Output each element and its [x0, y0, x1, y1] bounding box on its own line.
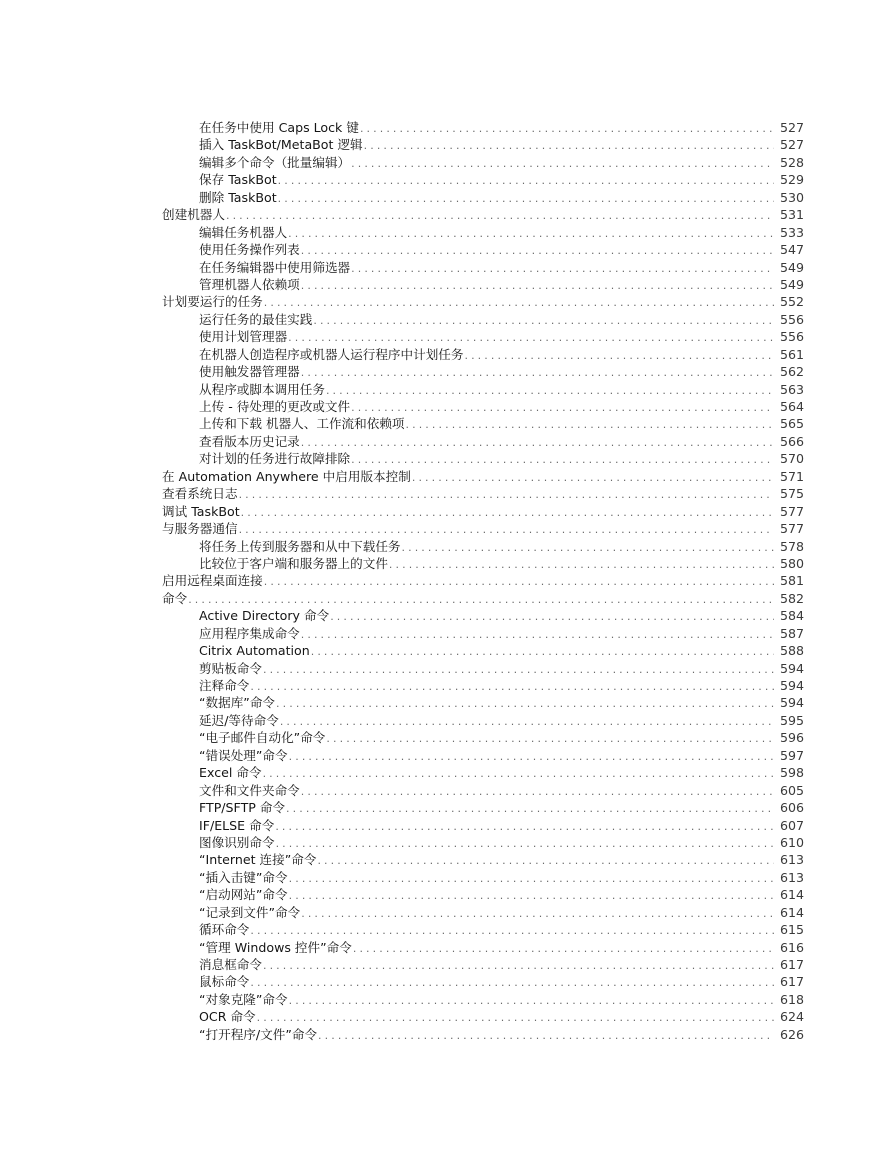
- toc-entry-title: 计划要运行的任务: [162, 294, 263, 310]
- toc-entry-page-number: 605: [779, 782, 804, 798]
- toc-entry[interactable]: [162, 520, 804, 537]
- toc-entry-title: 剪贴板命令: [199, 660, 262, 676]
- toc-entry-page-number: 549: [779, 259, 804, 275]
- toc-entry[interactable]: [162, 834, 804, 851]
- toc-entry-page-number: 595: [779, 712, 804, 728]
- toc-entry[interactable]: [162, 224, 804, 241]
- toc-entry-title: 在机器人创造程序或机器人运行程序中计划任务: [199, 346, 464, 362]
- toc-dot-leader: [301, 364, 774, 381]
- toc-entry-page-number: 597: [779, 747, 804, 763]
- toc-entry-page-number: 594: [779, 660, 804, 676]
- toc-entry-title: “电子邮件自动化”命令: [199, 730, 326, 746]
- toc-entry-title: 应用程序集成命令: [199, 625, 300, 641]
- toc-entry-page-number: 577: [779, 503, 804, 519]
- toc-entry-page-number: 614: [779, 887, 804, 903]
- toc-dot-leader: [275, 818, 774, 835]
- toc-entry-title: 查看版本历史记录: [199, 433, 300, 449]
- toc-entry-title: 调试 TaskBot: [162, 503, 240, 519]
- toc-entry-title: IF/ELSE 命令: [199, 817, 275, 833]
- toc-entry-page-number: 529: [779, 172, 804, 188]
- toc-entry-page-number: 617: [779, 957, 804, 972]
- toc-entry-title: 在任务中使用 Caps Lock 键: [199, 120, 359, 135]
- toc-dot-leader: [351, 155, 774, 172]
- toc-entry-page-number: 556: [779, 329, 804, 345]
- toc-entry-title: 查看系统日志: [162, 486, 238, 502]
- toc-entry[interactable]: [162, 729, 804, 746]
- toc-entry-title: 将任务上传到服务器和从中下载任务: [199, 538, 401, 554]
- toc-entry[interactable]: [162, 433, 804, 450]
- toc-dot-leader: [360, 120, 774, 137]
- toc-dot-leader: [188, 591, 774, 608]
- toc-entry[interactable]: [162, 991, 804, 1008]
- toc-dot-leader: [353, 940, 774, 957]
- toc-entry-title: 与服务器通信: [162, 521, 238, 537]
- toc-entry[interactable]: [162, 503, 804, 520]
- toc-entry-title: “记录到文件”命令: [199, 904, 301, 920]
- toc-entry[interactable]: [162, 782, 804, 799]
- toc-dot-leader: [239, 521, 774, 538]
- toc-entry-title: “插入击键”命令: [199, 869, 288, 885]
- toc-dot-leader: [264, 573, 774, 590]
- toc-entry[interactable]: [162, 764, 804, 781]
- toc-dot-leader: [257, 1009, 774, 1026]
- toc-entry-title: OCR 命令: [199, 1009, 256, 1025]
- toc-entry[interactable]: [162, 136, 804, 153]
- toc-entry-title: Excel 命令: [199, 765, 262, 781]
- toc-dot-leader: [278, 190, 774, 207]
- toc-entry-page-number: 626: [779, 1026, 804, 1042]
- toc-entry-title: 从程序或脚本调用任务: [199, 381, 325, 397]
- toc-dot-leader: [263, 957, 774, 974]
- toc-entry-title: 消息框命令: [199, 957, 262, 972]
- toc-entry[interactable]: [162, 939, 804, 956]
- toc-dot-leader: [226, 207, 774, 224]
- toc-entry-title: 鼠标命令: [199, 974, 250, 990]
- toc-entry-title: 上传和下载 机器人、工作流和依赖项: [199, 416, 405, 432]
- toc-entry-page-number: 614: [779, 904, 804, 920]
- toc-entry-title: 创建机器人: [162, 207, 225, 223]
- toc-dot-leader: [301, 905, 774, 922]
- toc-entry[interactable]: [162, 468, 804, 485]
- toc-entry[interactable]: [162, 625, 804, 642]
- toc-entry[interactable]: [162, 1008, 804, 1025]
- toc-dot-leader: [263, 661, 774, 678]
- toc-entry[interactable]: [162, 415, 804, 432]
- toc-dot-leader: [289, 992, 774, 1009]
- toc-dot-leader: [326, 382, 774, 399]
- toc-entry[interactable]: [162, 921, 804, 938]
- toc-entry-page-number: 564: [779, 399, 804, 414]
- toc-dot-leader: [250, 922, 774, 939]
- toc-dot-leader: [250, 678, 774, 695]
- toc-dot-leader: [289, 748, 774, 765]
- toc-entry[interactable]: [162, 642, 804, 659]
- toc-dot-leader: [264, 294, 774, 311]
- toc-entry[interactable]: [162, 398, 804, 415]
- toc-entry-page-number: 606: [779, 800, 804, 816]
- toc-entry-title: 图像识别命令: [199, 834, 275, 850]
- toc-entry-title: 对计划的任务进行故障排除: [199, 451, 351, 467]
- toc-entry[interactable]: [162, 956, 804, 973]
- toc-entry[interactable]: [162, 694, 804, 711]
- toc-entry-title: “启动网站”命令: [199, 887, 288, 903]
- toc-entry-page-number: 594: [779, 695, 804, 711]
- toc-entry-title: Active Directory 命令: [199, 608, 330, 624]
- toc-entry[interactable]: [162, 869, 804, 886]
- toc-entry-page-number: 617: [779, 974, 804, 990]
- toc-entry-page-number: 581: [779, 573, 804, 589]
- toc-entry[interactable]: [162, 241, 804, 258]
- toc-entry-title: 在 Automation Anywhere 中启用版本控制: [162, 468, 411, 484]
- toc-dot-leader: [241, 504, 774, 521]
- toc-dot-leader: [263, 765, 774, 782]
- toc-dot-leader: [301, 434, 774, 451]
- toc-dot-leader: [389, 556, 774, 573]
- toc-entry[interactable]: [162, 538, 804, 555]
- toc-entry[interactable]: [162, 171, 804, 188]
- toc-entry[interactable]: [162, 363, 804, 380]
- toc-entry-page-number: 594: [779, 678, 804, 693]
- toc-entry-title: 命令: [162, 590, 188, 606]
- toc-dot-leader: [280, 713, 774, 730]
- toc-entry-page-number: 610: [779, 834, 804, 850]
- toc-entry-page-number: 575: [779, 486, 804, 502]
- toc-entry-title: “对象克隆”命令: [199, 991, 288, 1007]
- toc-dot-leader: [318, 1027, 774, 1044]
- toc-entry-title: 使用触发器管理器: [199, 364, 300, 380]
- toc-entry[interactable]: [162, 799, 804, 816]
- toc-entry-page-number: 565: [779, 416, 804, 432]
- toc-dot-leader: [250, 974, 774, 991]
- toc-entry-title: 运行任务的最佳实践: [199, 311, 313, 327]
- toc-entry[interactable]: [162, 276, 804, 293]
- toc-entry-page-number: 624: [779, 1009, 804, 1025]
- toc-entry[interactable]: [162, 747, 804, 764]
- toc-entry[interactable]: [162, 119, 804, 136]
- toc-entry-title: 插入 TaskBot/MetaBot 逻辑: [199, 137, 363, 153]
- toc-entry[interactable]: [162, 259, 804, 276]
- toc-entry-page-number: 528: [779, 154, 804, 170]
- toc-entry-page-number: 587: [779, 625, 804, 641]
- toc-entry-title: 比较位于客户端和服务器上的文件: [199, 555, 388, 571]
- toc-entry-title: 使用任务操作列表: [199, 242, 300, 258]
- toc-dot-leader: [276, 835, 774, 852]
- toc-entry-page-number: 580: [779, 555, 804, 571]
- toc-entry-page-number: 552: [779, 294, 804, 310]
- toc-entry-title: “错误处理”命令: [199, 747, 288, 763]
- toc-entry-page-number: 530: [779, 189, 804, 205]
- toc-entry[interactable]: [162, 572, 804, 589]
- toc-entry[interactable]: [162, 450, 804, 467]
- toc-entry[interactable]: [162, 973, 804, 990]
- toc-dot-leader: [406, 416, 774, 433]
- toc-entry-title: 保存 TaskBot: [199, 172, 277, 188]
- toc-entry-title: 编辑任务机器人: [199, 224, 288, 240]
- toc-dot-leader: [278, 172, 774, 189]
- toc-entry[interactable]: [162, 154, 804, 171]
- toc-dot-leader: [301, 277, 774, 294]
- toc-entry-page-number: 578: [779, 538, 804, 554]
- toc-entry-page-number: 556: [779, 311, 804, 327]
- toc-entry-page-number: 613: [779, 869, 804, 885]
- toc-entry-page-number: 596: [779, 730, 804, 746]
- toc-entry[interactable]: [162, 555, 804, 572]
- toc-entry-title: “打开程序/文件”命令: [199, 1026, 318, 1042]
- toc-dot-leader: [351, 399, 774, 416]
- toc-dot-leader: [351, 260, 774, 277]
- toc-dot-leader: [412, 469, 774, 486]
- toc-dot-leader: [351, 451, 774, 468]
- toc-dot-leader: [364, 137, 774, 154]
- toc-entry-page-number: 571: [779, 468, 804, 484]
- toc-dot-leader: [288, 225, 774, 242]
- toc-entry[interactable]: [162, 381, 804, 398]
- toc-entry-page-number: 531: [779, 207, 804, 223]
- toc-entry-title: 删除 TaskBot: [199, 189, 277, 205]
- toc-entry-title: FTP/SFTP 命令: [199, 800, 286, 816]
- toc-entry-page-number: 527: [779, 137, 804, 153]
- toc-entry-title: “Internet 连接”命令: [199, 852, 317, 868]
- toc-entry[interactable]: [162, 590, 804, 607]
- toc-dot-leader: [311, 643, 774, 660]
- toc-entry-title: 文件和文件夹命令: [199, 782, 300, 798]
- toc-entry-page-number: 613: [779, 852, 804, 868]
- toc-dot-leader: [313, 312, 774, 329]
- toc-entry-page-number: 533: [779, 224, 804, 240]
- toc-entry[interactable]: [162, 851, 804, 868]
- toc-entry-title: 注释命令: [199, 678, 250, 693]
- toc-entry[interactable]: [162, 1026, 804, 1043]
- toc-entry-page-number: 615: [779, 922, 804, 938]
- toc-entry-page-number: 598: [779, 765, 804, 781]
- toc-entry[interactable]: [162, 607, 804, 624]
- toc-entry-title: 延迟/等待命令: [199, 712, 279, 728]
- toc-entry-page-number: 616: [779, 939, 804, 955]
- toc-entry-title: 上传 - 待处理的更改或文件: [199, 399, 351, 414]
- toc-dot-leader: [301, 242, 774, 259]
- toc-entry-title: “管理 Windows 控件”命令: [199, 939, 352, 955]
- toc-dot-leader: [330, 608, 774, 625]
- toc-entry-title: 在任务编辑器中使用筛选器: [199, 259, 351, 275]
- table-of-contents: [162, 119, 804, 1043]
- toc-entry[interactable]: [162, 311, 804, 328]
- toc-entry-page-number: 582: [779, 590, 804, 606]
- toc-entry-title: 编辑多个命令（批量编辑）: [199, 154, 351, 170]
- toc-dot-leader: [301, 783, 774, 800]
- toc-entry-title: 启用远程桌面连接: [162, 573, 263, 589]
- toc-entry-page-number: 584: [779, 608, 804, 624]
- toc-entry-title: “数据库”命令: [199, 695, 276, 711]
- toc-entry[interactable]: [162, 485, 804, 502]
- toc-entry-page-number: 577: [779, 521, 804, 537]
- toc-entry-page-number: 607: [779, 817, 804, 833]
- toc-dot-leader: [239, 486, 774, 503]
- toc-dot-leader: [402, 539, 774, 556]
- toc-entry-page-number: 527: [779, 120, 804, 135]
- toc-entry-page-number: 563: [779, 381, 804, 397]
- toc-entry-page-number: 566: [779, 433, 804, 449]
- toc-entry-page-number: 549: [779, 276, 804, 292]
- toc-entry-page-number: 588: [779, 643, 804, 659]
- toc-entry-page-number: 618: [779, 991, 804, 1007]
- toc-dot-leader: [288, 329, 774, 346]
- toc-entry[interactable]: [162, 712, 804, 729]
- toc-entry-title: Citrix Automation: [199, 643, 310, 659]
- toc-entry-page-number: 561: [779, 346, 804, 362]
- toc-entry[interactable]: [162, 817, 804, 834]
- toc-dot-leader: [301, 626, 774, 643]
- toc-entry-title: 使用计划管理器: [199, 329, 288, 345]
- toc-dot-leader: [289, 887, 774, 904]
- toc-entry-page-number: 570: [779, 451, 804, 467]
- toc-dot-leader: [276, 695, 774, 712]
- toc-dot-leader: [289, 870, 774, 887]
- toc-entry[interactable]: [162, 660, 804, 677]
- toc-entry[interactable]: [162, 293, 804, 310]
- toc-entry-title: 循环命令: [199, 922, 250, 938]
- toc-entry[interactable]: [162, 886, 804, 903]
- toc-entry[interactable]: [162, 346, 804, 363]
- toc-entry[interactable]: [162, 677, 804, 694]
- toc-dot-leader: [464, 347, 773, 364]
- toc-entry-page-number: 562: [779, 364, 804, 380]
- toc-dot-leader: [317, 852, 774, 869]
- toc-entry[interactable]: [162, 328, 804, 345]
- toc-entry-title: 管理机器人依赖项: [199, 276, 300, 292]
- toc-dot-leader: [326, 730, 774, 747]
- toc-entry[interactable]: [162, 904, 804, 921]
- toc-dot-leader: [286, 800, 774, 817]
- toc-entry-page-number: 547: [779, 242, 804, 258]
- toc-entry[interactable]: [162, 206, 804, 223]
- toc-entry[interactable]: [162, 189, 804, 206]
